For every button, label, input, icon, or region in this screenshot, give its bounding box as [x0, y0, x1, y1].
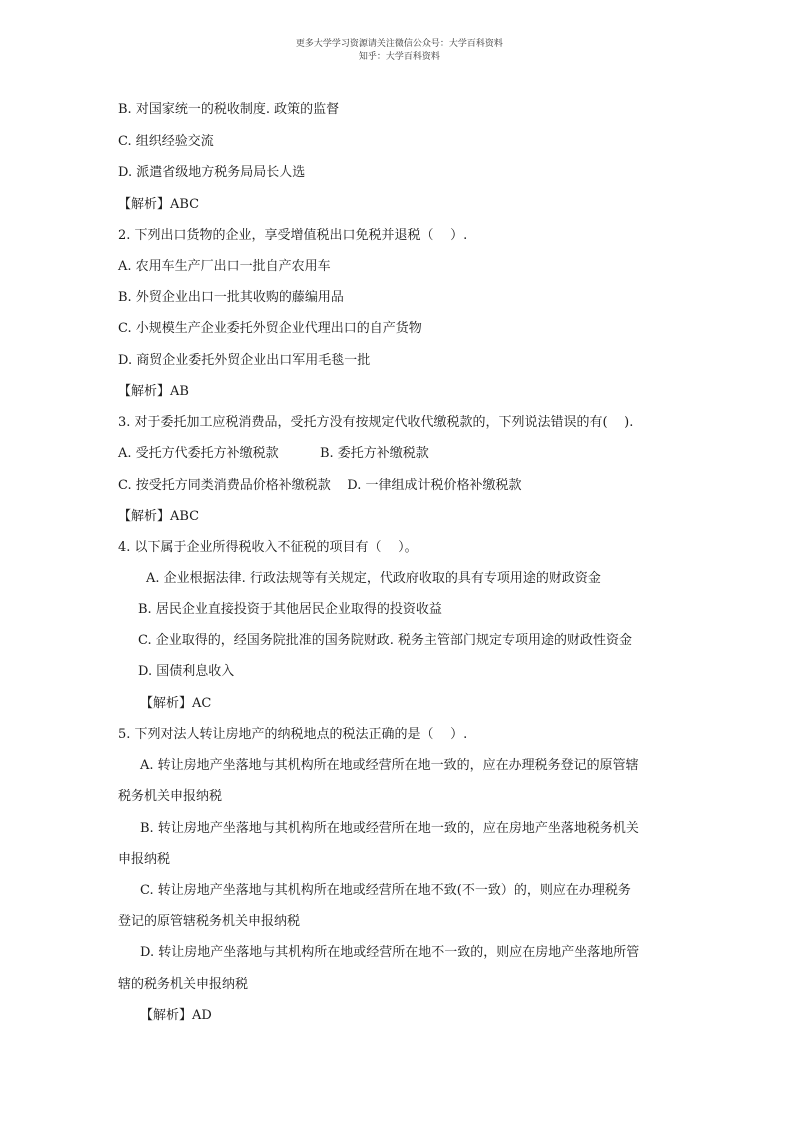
q4-option-b: B. 居民企业直接投资于其他居民企业取得的投资收益 [138, 602, 442, 617]
q2-stem: 2. 下列出口货物的企业，享受增值税出口免税并退税（ ）. [118, 228, 468, 243]
q3-options-cd: C. 按受托方同类消费品价格补缴税款 D. 一律组成计税价格补缴税款 [118, 478, 522, 493]
q2-option-a: A. 农用车生产厂出口一批自产农用车 [118, 259, 331, 274]
q2-option-c: C. 小规模生产企业委托外贸企业代理出口的自产货物 [118, 321, 422, 336]
q5-option-a: A. 转让房地产坐落地与其机构所在地或经营所在地一致的，应在办理税务登记的原管辖 [140, 758, 639, 773]
q5-option-b: B. 转让房地产坐落地与其机构所在地或经营所在地一致的，应在房地产坐落地税务机关 [140, 821, 639, 836]
q2-answer: 【解析】AB [118, 384, 189, 399]
q5-option-d: D. 转让房地产坐落地与其机构所在地或经营所在地不一致的，则应在房地产坐落地所管 [140, 945, 640, 960]
q5-stem: 5. 下列对法人转让房地产的纳税地点的税法正确的是（ ）. [118, 727, 468, 742]
q3-stem: 3. 对于委托加工应税消费品，受托方没有按规定代收代缴税款的，下列说法错误的有( ). [118, 415, 634, 430]
q5-option-d-cont: 辖的税务机关申报纳税 [118, 977, 249, 992]
q5-answer: 【解析】AD [140, 1008, 212, 1023]
q4-option-a: A. 企业根据法律. 行政法规等有关规定，代政府收取的具有专项用途的财政资金 [146, 571, 601, 586]
q4-option-c: C. 企业取得的，经国务院批准的国务院财政. 税务主管部门规定专项用途的财政性资金 [138, 633, 633, 648]
q5-option-b-cont: 申报纳税 [118, 852, 171, 867]
q3-answer: 【解析】ABC [118, 509, 200, 524]
q4-stem: 4. 以下属于企业所得税收入不征税的项目有（ ）。 [118, 540, 418, 555]
q5-option-c-cont: 登记的原管辖税务机关申报纳税 [118, 914, 301, 929]
q4-option-d: D. 国债利息收入 [138, 664, 235, 679]
q5-option-c: C. 转让房地产坐落地与其机构所在地或经营所在地不致(不一致）的，则应在办理税务 [140, 883, 631, 898]
q1-option-b: B. 对国家统一的税收制度. 政策的监督 [118, 102, 340, 117]
q2-option-b: B. 外贸企业出口一批其收购的藤编用品 [118, 290, 344, 305]
header-zhihu-note: 知乎：大学百科资料 [358, 52, 440, 62]
q1-option-d: D. 派遣省级地方税务局局长人选 [118, 165, 306, 180]
q1-answer: 【解析】ABC [118, 197, 200, 212]
q3-options-ab: A. 受托方代委托方补缴税款 B. 委托方补缴税款 [118, 446, 429, 461]
q5-option-a-cont: 税务机关申报纳税 [118, 789, 223, 804]
q2-option-d: D. 商贸企业委托外贸企业出口军用毛毯一批 [118, 353, 371, 368]
header-wechat-note: 更多大学学习资源请关注微信公众号：大学百科资料 [295, 39, 503, 49]
q4-answer: 【解析】AC [140, 696, 212, 711]
page-header [0, 26, 793, 62]
q1-option-c: C. 组织经验交流 [118, 134, 214, 149]
